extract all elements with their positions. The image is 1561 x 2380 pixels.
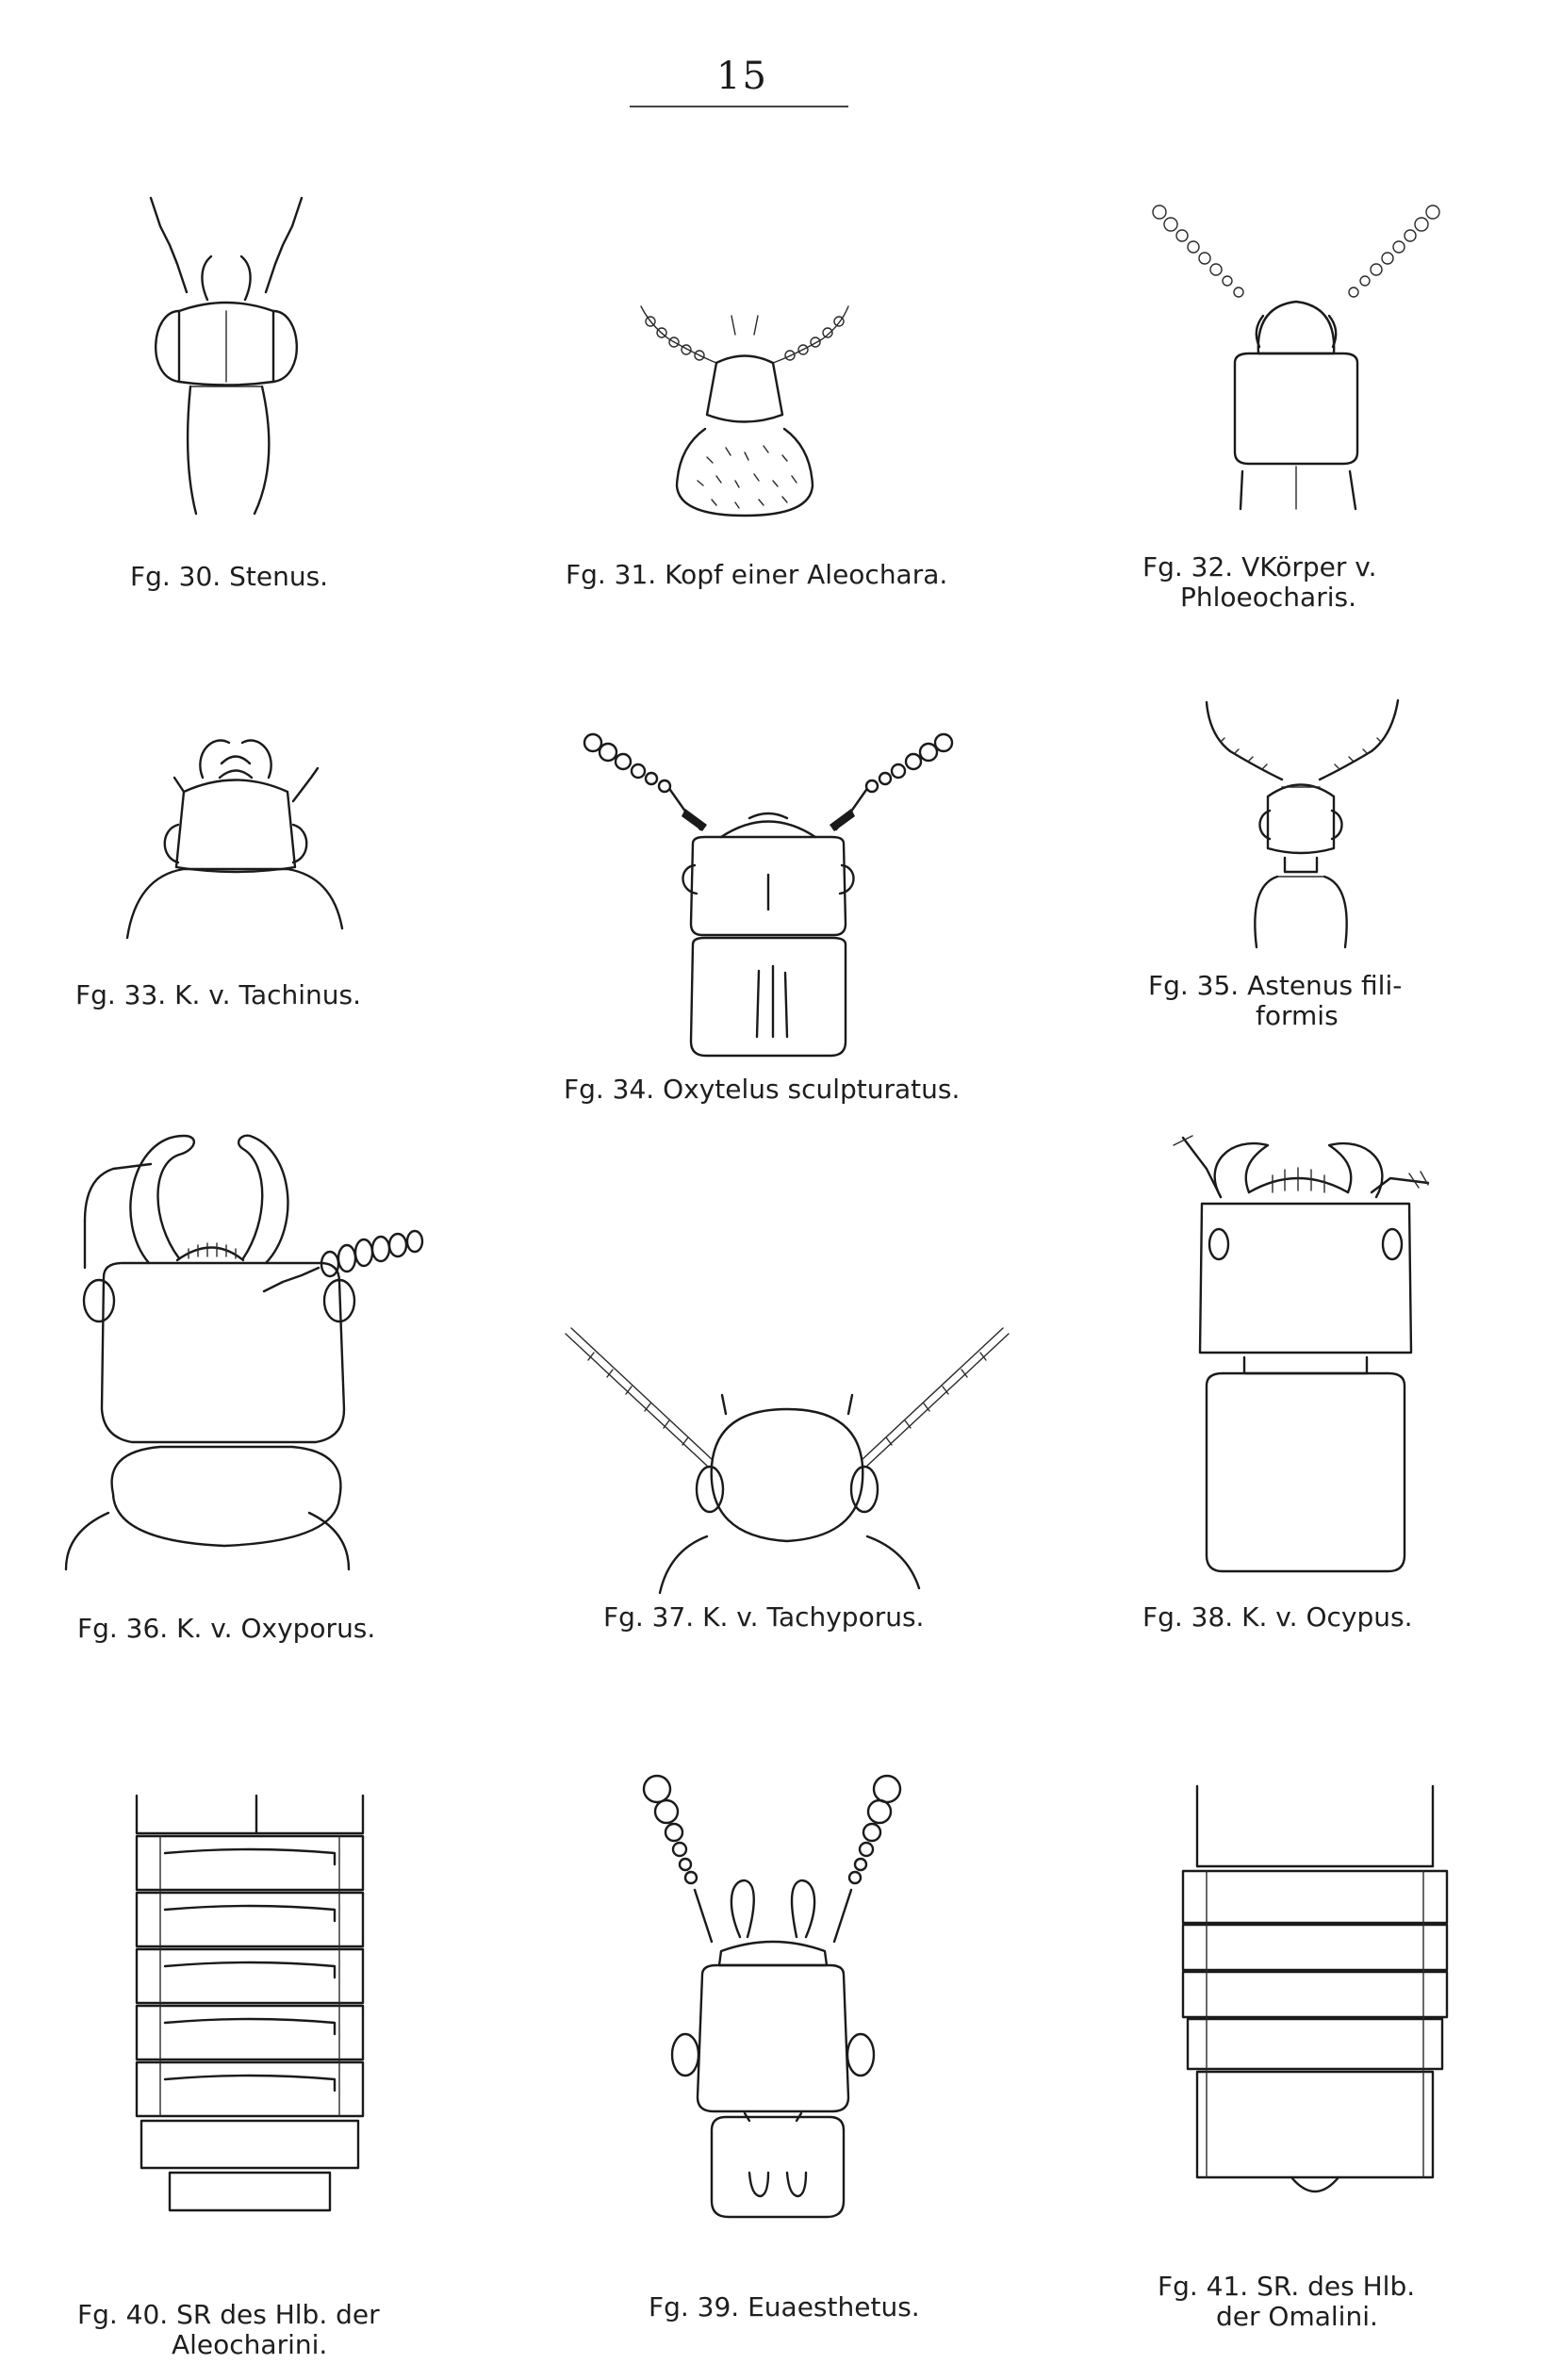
ocypus-illustration — [1164, 1126, 1447, 1579]
phloeocharis-illustration — [1141, 198, 1452, 518]
figure-38-ocypus — [1164, 1126, 1447, 1579]
caption-fig-40 — [77, 2300, 380, 2360]
caption-fig-41-line1: Fg. 41. SR. des Hlb. — [1158, 2271, 1416, 2302]
figure-39-euaesthetus — [627, 1772, 928, 2224]
page-number: 15 — [716, 55, 768, 98]
aleocharini-abdomen-illustration — [132, 1791, 372, 2243]
caption-fig-37: Fg. 37. K. v. Tachyporus. — [603, 1601, 925, 1633]
aleochara-head-illustration — [622, 297, 867, 528]
caption-fig-31: Fg. 31. Kopf einer Aleochara. — [566, 559, 948, 590]
tachinus-head-illustration — [118, 726, 353, 943]
caption-fig-35-line1: Fg. 35. Astenus fili- — [1148, 970, 1403, 1001]
figure-40-aleocharini — [132, 1791, 372, 2243]
figure-32-phloeocharis — [1141, 198, 1452, 518]
figure-30-stenus — [113, 189, 339, 537]
oxytelus-illustration — [580, 726, 957, 1065]
caption-fig-40-line1: Fg. 40. SR des Hlb. der — [77, 2299, 380, 2330]
oxyporus-illustration — [57, 1126, 434, 1574]
caption-fig-36: Fg. 36. K. v. Oxyporus. — [77, 1613, 376, 1644]
tachyporus-illustration — [556, 1324, 1018, 1593]
caption-fig-30: Fg. 30. Stenus. — [130, 561, 329, 592]
caption-fig-35-line2: formis — [1256, 1000, 1339, 1031]
astenus-illustration — [1192, 693, 1409, 952]
caption-fig-33: Fg. 33. K. v. Tachinus. — [75, 979, 361, 1010]
caption-fig-40-line2: Aleocharini. — [172, 2329, 328, 2360]
caption-fig-32 — [1142, 552, 1377, 613]
euaesthetus-illustration — [627, 1772, 928, 2224]
figure-33-tachinus — [118, 726, 353, 943]
caption-fig-35 — [1148, 971, 1402, 1031]
figure-34-oxytelus — [580, 726, 957, 1065]
stenus-illustration — [113, 189, 339, 537]
figure-31-aleochara — [622, 297, 867, 528]
figure-35-astenus — [1192, 693, 1409, 952]
caption-fig-41 — [1158, 2272, 1415, 2332]
figure-36-oxyporus — [57, 1126, 434, 1574]
caption-fig-32-line1: Fg. 32. VKörper v. — [1142, 551, 1377, 583]
caption-fig-34: Fg. 34. Oxytelus sculpturatus. — [564, 1074, 961, 1105]
figure-41-omalini — [1178, 1781, 1452, 2243]
caption-fig-32-line2: Phloeocharis. — [1180, 582, 1356, 613]
figure-37-tachyporus — [556, 1324, 1018, 1593]
omalini-abdomen-illustration — [1178, 1781, 1452, 2243]
caption-fig-39: Fg. 39. Euaesthetus. — [649, 2291, 920, 2323]
caption-fig-41-line2: der Omalini. — [1216, 2301, 1378, 2332]
caption-fig-38: Fg. 38. K. v. Ocypus. — [1142, 1601, 1413, 1633]
page-number-rule — [630, 106, 848, 107]
